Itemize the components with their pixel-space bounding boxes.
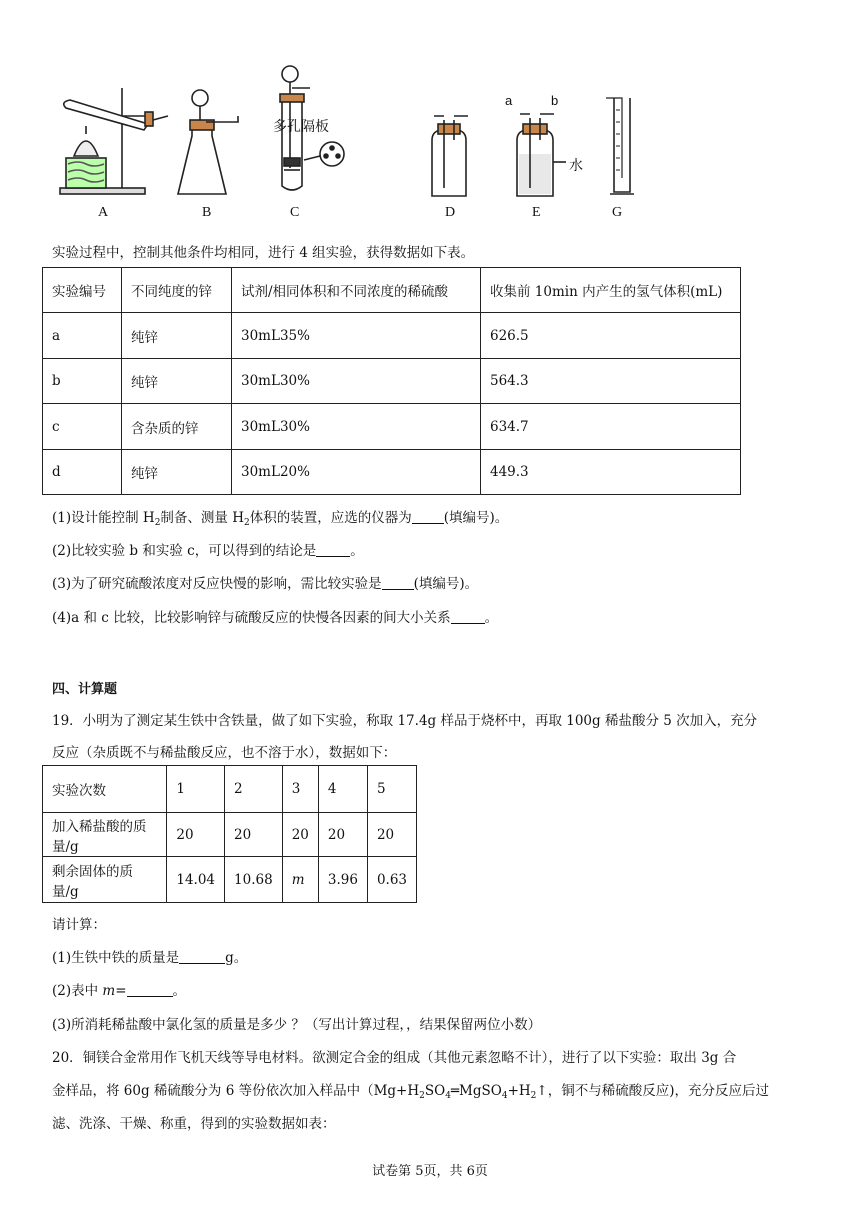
page-footer: 试卷第 5页，共 6页 bbox=[372, 1164, 488, 1179]
figure-label-c: C bbox=[290, 205, 300, 220]
question-text: 。 bbox=[172, 983, 187, 999]
question-19-1 bbox=[52, 946, 247, 966]
figure-label-d: D bbox=[445, 205, 456, 220]
problem-19-line-2: 反应（杂质既不与稀盐酸反应，也不溶于水），数据如下： bbox=[52, 745, 397, 761]
problem-20-line-1: 20．铜镁合金常用作飞机天线等导电材料。欲测定合金的组成（其他元素忽略不计），进行了以下实验：取出 3g 合 bbox=[52, 1050, 737, 1066]
subscript: 2 bbox=[419, 1091, 425, 1101]
question-text: g。 bbox=[225, 950, 248, 966]
table-cell: 30mL35% bbox=[232, 313, 481, 359]
table-row bbox=[43, 404, 741, 450]
table-cell: 3.96 bbox=[318, 857, 367, 903]
problem-text: ═MgSO bbox=[450, 1083, 502, 1099]
table-cell: 1 bbox=[167, 766, 225, 813]
question-2-text: (2)比较实验 b 和实验 c，可以得到的结论是 bbox=[52, 543, 317, 559]
port-b-label: b bbox=[551, 93, 559, 108]
table-cell: 剩余固体的质量/g bbox=[43, 857, 167, 903]
figure-label-b: B bbox=[202, 205, 212, 220]
table-cell: 626.5 bbox=[481, 313, 741, 359]
table-row bbox=[43, 813, 417, 857]
problem-text: 金样品，将 60g 稀硫酸分为 6 等份依次加入样品中（Mg+H bbox=[52, 1083, 420, 1099]
problem-text: +H bbox=[507, 1083, 531, 1099]
water-label: 水 bbox=[569, 157, 583, 173]
table-cell: 449.3 bbox=[481, 450, 741, 495]
answer-blank[interactable] bbox=[179, 951, 225, 964]
apparatus-b-image bbox=[178, 90, 238, 194]
question-19-2 bbox=[52, 979, 186, 999]
ask-text: 请计算： bbox=[52, 917, 106, 933]
figure-label-g: G bbox=[612, 205, 623, 220]
table-cell: 20 bbox=[282, 813, 318, 857]
question-text: (2)表中 bbox=[52, 983, 103, 999]
table-cell: 纯锌 bbox=[122, 450, 232, 495]
answer-blank[interactable] bbox=[316, 544, 350, 557]
table-cell: m bbox=[282, 857, 318, 903]
table-cell: 0.63 bbox=[367, 857, 416, 903]
table-cell: 纯锌 bbox=[122, 359, 232, 404]
table-cell: c bbox=[43, 404, 122, 450]
table-cell: 20 bbox=[167, 813, 225, 857]
apparatus-a-image bbox=[60, 88, 168, 194]
table-cell: b bbox=[43, 359, 122, 404]
question-19-3: (3)所消耗稀盐酸中氯化氢的质量是多少 ？（写出计算过程，，结果保留两位小数） bbox=[52, 1017, 542, 1033]
question-4-text: 。 bbox=[484, 610, 499, 626]
subscript: 2 bbox=[154, 518, 161, 528]
table-cell: 2 bbox=[225, 766, 283, 813]
table-cell: 30mL30% bbox=[232, 404, 481, 450]
table-header-row bbox=[43, 268, 741, 313]
port-a-label: a bbox=[505, 93, 513, 108]
table-cell: 3 bbox=[282, 766, 318, 813]
table-header-cell: 不同纯度的锌 bbox=[122, 268, 232, 313]
problem-text: ↑，铜不与稀硫酸反应)，充分反应后过 bbox=[536, 1083, 769, 1099]
subscript: 2 bbox=[530, 1091, 537, 1101]
question-4-text: (4)a 和 c 比较，比较影响锌与硫酸反应的快慢各因素的间大小关系 bbox=[52, 610, 451, 626]
table-cell: 4 bbox=[318, 766, 367, 813]
table-cell: 14.04 bbox=[167, 857, 225, 903]
table-header-cell: 收集前 10min 内产生的氢气体积(mL) bbox=[481, 268, 741, 313]
table-cell: 含杂质的锌 bbox=[122, 404, 232, 450]
table-row bbox=[43, 857, 417, 903]
answer-blank[interactable] bbox=[451, 611, 485, 624]
figure-label-e: E bbox=[532, 205, 541, 220]
table-cell: 20 bbox=[367, 813, 416, 857]
subscript: 2 bbox=[244, 518, 250, 528]
table-row bbox=[43, 450, 741, 495]
problem-text: SO bbox=[424, 1083, 446, 1099]
table-cell: 20 bbox=[318, 813, 367, 857]
problem-20-line-2 bbox=[52, 1079, 769, 1101]
question-1-text: (填编号)。 bbox=[443, 510, 509, 526]
table-cell: 30mL20% bbox=[232, 450, 481, 495]
question-2 bbox=[52, 539, 364, 559]
table-cell: 10.68 bbox=[225, 857, 283, 903]
table-cell: a bbox=[43, 313, 122, 359]
table-header-cell: 实验编号 bbox=[43, 268, 122, 313]
question-1-text: 制备、测量 H bbox=[160, 510, 244, 526]
apparatus-e-image bbox=[517, 114, 566, 196]
subscript: 4 bbox=[501, 1091, 508, 1101]
table-row bbox=[43, 766, 417, 813]
figure-label-a: A bbox=[98, 205, 109, 220]
table-cell: 30mL30% bbox=[232, 359, 481, 404]
table-row bbox=[43, 359, 741, 404]
problem-20-line-3: 滤、洗涤、干燥、称重，得到的实验数据如表： bbox=[52, 1116, 336, 1132]
question-3-text: (填编号)。 bbox=[413, 576, 479, 592]
porous-plate-label: 多孔隔板 bbox=[273, 118, 329, 134]
variable-m: m bbox=[102, 983, 116, 999]
table-cell: 纯锌 bbox=[122, 313, 232, 359]
table-header-cell: 试剂/相同体积和不同浓度的稀硫酸 bbox=[232, 268, 481, 313]
question-text: = bbox=[115, 983, 127, 999]
question-1-text: 体积的装置，应选的仪器为 bbox=[249, 510, 412, 526]
question-4 bbox=[52, 606, 498, 626]
table-cell: 20 bbox=[225, 813, 283, 857]
table-cell: 634.7 bbox=[481, 404, 741, 450]
section-heading: 四、计算题 bbox=[52, 682, 118, 697]
question-1-text: (1)设计能控制 H bbox=[52, 510, 155, 526]
question-3-text: (3)为了研究硫酸浓度对反应快慢的影响，需比较实验是 bbox=[52, 576, 382, 592]
question-1 bbox=[52, 506, 508, 528]
table-cell: 加入稀盐酸的质量/g bbox=[43, 813, 167, 857]
apparatus-d-image bbox=[432, 116, 468, 196]
apparatus-figure bbox=[40, 58, 680, 228]
table-cell: 5 bbox=[367, 766, 416, 813]
table-cell: 实验次数 bbox=[43, 766, 167, 813]
answer-blank[interactable] bbox=[412, 511, 444, 524]
subscript: 4 bbox=[445, 1091, 451, 1101]
experiment-table bbox=[42, 267, 741, 495]
table-row bbox=[43, 313, 741, 359]
intro-text: 实验过程中，控制其他条件均相同，进行 4 组实验，获得数据如下表。 bbox=[52, 245, 475, 261]
answer-blank[interactable] bbox=[127, 984, 173, 997]
iron-data-table bbox=[42, 765, 417, 903]
problem-19-line-1: 19．小明为了测定某生铁中含铁量，做了如下实验，称取 17.4g 样品于烧杯中，再取 100g 稀盐酸分 5 次加入，充分 bbox=[52, 713, 758, 729]
question-2-text: 。 bbox=[350, 543, 364, 559]
apparatus-g-image bbox=[606, 98, 634, 194]
table-cell: d bbox=[43, 450, 122, 495]
table-cell: 564.3 bbox=[481, 359, 741, 404]
question-text: (1)生铁中铁的质量是 bbox=[52, 950, 180, 966]
answer-blank[interactable] bbox=[382, 577, 414, 590]
question-3 bbox=[52, 572, 478, 592]
